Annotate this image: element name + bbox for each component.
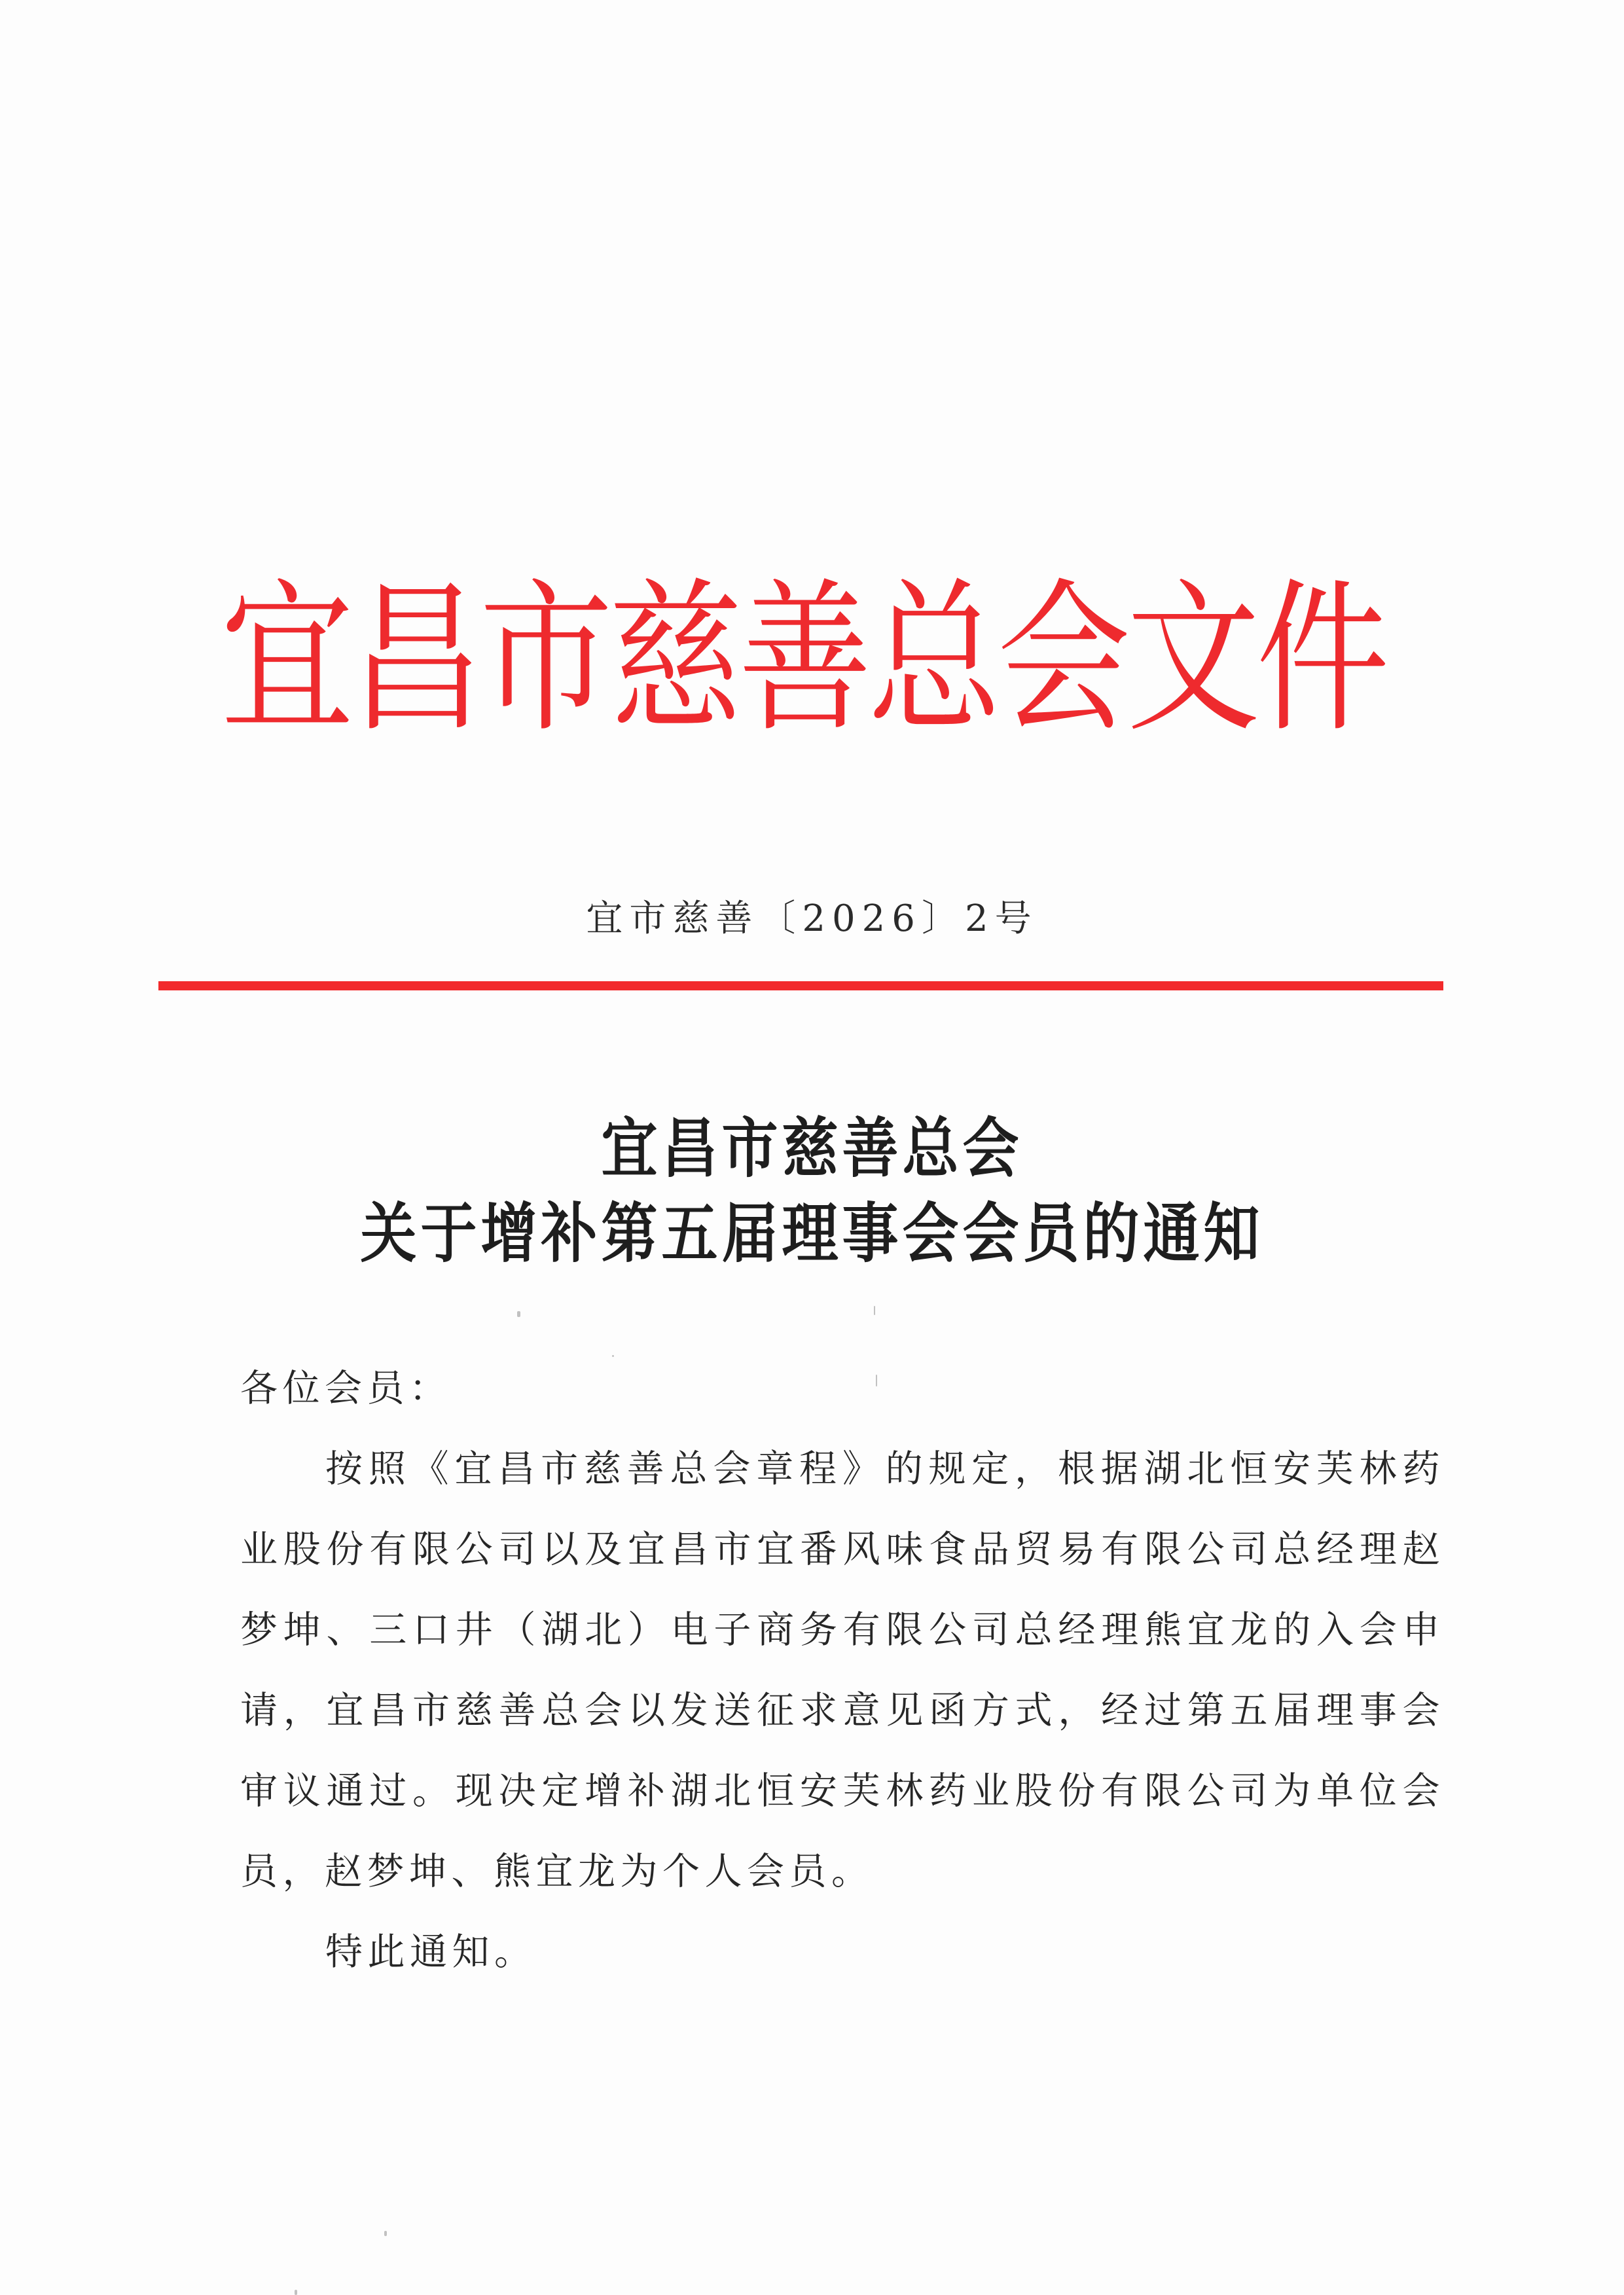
notice-title-line-1 (0, 1110, 1624, 1187)
notice-title-line-2 (0, 1195, 1624, 1272)
scan-speck (612, 1355, 614, 1357)
closing-remark: 特此通知。 (325, 1930, 537, 1974)
scan-speck (874, 1306, 875, 1315)
red-divider-line (158, 981, 1443, 990)
body-paragraph: 按照《宜昌市慈善总会章程》的规定，根据湖北恒安芙林药业股份有限公司以及宜昌市宜番风味食品贸易有限公司总经理赵梦坤、三口井（湖北）电子商务有限公司总经理熊宜龙的入会申请，宜昌市慈善总会以发送征求意见函方式，经过第五届理事会审议通过。现决定增补湖北恒安芙林药业股份有限公司为单位会员，赵梦坤、熊宜龙为个人会员。 (240, 1447, 1445, 1893)
masthead-title: 宜昌市慈善总会文件 (221, 563, 1386, 755)
notice-subject: 关于增补第五届理事会会员的通知 (360, 1195, 1264, 1272)
salutation: 各位会员： (240, 1367, 452, 1410)
scan-speck (295, 2290, 297, 2295)
document-number: 宜市慈善〔2026〕2号 (586, 897, 1038, 940)
scan-speck (517, 1311, 520, 1317)
masthead (196, 564, 1407, 754)
scan-speck (876, 1375, 877, 1386)
notice-body (240, 1348, 1445, 1993)
scan-speck (384, 2231, 387, 2236)
issuer-name: 宜昌市慈善总会 (601, 1110, 1023, 1187)
